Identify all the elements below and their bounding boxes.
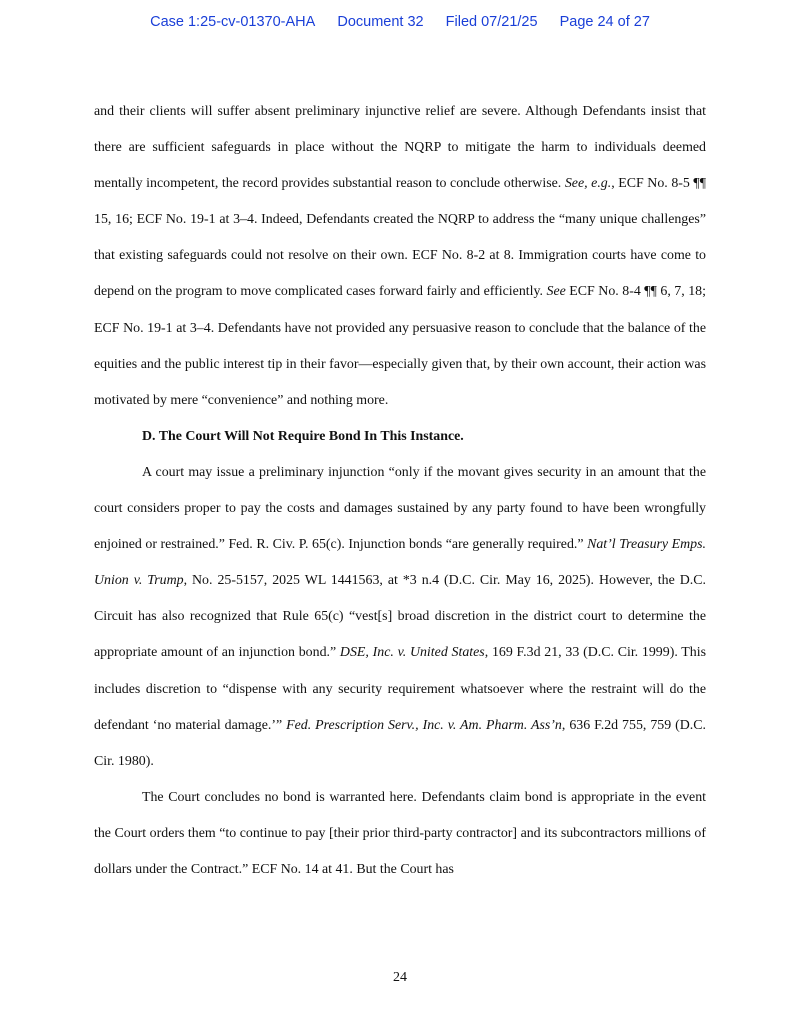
text-run: , No. 25-5157, 2025 WL 1441563, at *3 n.4 (D.C. Cir. May 16, 2025). However, the D.C. Circuit has also recognized that Rule 65(c) “vest[s] broad discretion in the district court to determine the appropriate amount of an injunction bond.” (94, 573, 706, 661)
text-run: and their clients will suffer absent preliminary injunctive relief are severe. Although Defendants insist that there are sufficient safeguards in place without the NQRP to mitigate the harm to individuals deemed mentally incompetent, the record provides substantial reason to conclude otherwise. (94, 104, 706, 192)
text-run: The Court concludes no bond is warranted here. Defendants claim bond is appropriate in the event the Court orders them “to continue to pay [their prior third-party contractor] and its subcontractors millions of dollars under the Contract.” ECF No. 14 at 41. But the Court has (94, 789, 706, 877)
text-run: , ECF No. 8-5 ¶¶ 15, 16; ECF No. 19-1 at 3–4. Indeed, Defendants created the NQRP to address the “many unique challenges” that existing safeguards could not resolve on their own. ECF No. 8-2 at 8. Immigration courts have come to depend on the program to move complicated cases forward fairly and efficiently. (94, 176, 707, 300)
document-number: Document 32 (337, 14, 424, 30)
text-run: ECF No. 8-4 ¶¶ 6, 7, 18; ECF No. 19-1 at 3–4. Defendants have not provided any persuasive reason to conclude that the balance of the equities and the public interest tip in their favor—especially given that, by their own account, their action was motivated by mere “convenience” and nothing more. (94, 284, 706, 408)
citation-italic: See (546, 284, 566, 300)
page-body (94, 94, 706, 888)
text-run: , 636 F.2d 755, 759 (D.C. Cir. 1980). (94, 717, 706, 769)
text-run: , 169 F.3d 21, 33 (D.C. Cir. 1999). This includes discretion to “dispense with any security requirement whatsoever where the restraint will do the defendant ‘no material damage.’” (94, 645, 706, 733)
filed-date: Filed 07/21/25 (445, 14, 538, 30)
ecf-header (0, 14, 800, 30)
citation-italic: Fed. Prescription Serv., Inc. v. Am. Pharm. Ass’n (286, 717, 562, 733)
citation-italic: Nat’l Treasury Emps. Union v. Trump (94, 537, 706, 589)
citation-italic: See, e.g. (564, 176, 612, 192)
page-number: 24 (393, 970, 407, 985)
section-heading-bond: D. The Court Will Not Require Bond In This Instance. (142, 428, 464, 444)
paragraph-bond-standard (94, 455, 706, 780)
text-run: A court may issue a preliminary injunction “only if the movant gives security in an amount that the court considers proper to pay the costs and damages sustained by any party found to have been wrongfully enjoined or restrained.” Fed. R. Civ. P. 65(c). Injunction bonds “are generally required.” (94, 464, 706, 553)
case-number: Case 1:25-cv-01370-AHA (150, 14, 316, 30)
page-indicator: Page 24 of 27 (559, 14, 650, 30)
paragraph-bond-conclusion (94, 780, 706, 888)
citation-italic: DSE, Inc. v. United States (339, 645, 485, 661)
paragraph-equities (94, 94, 706, 419)
